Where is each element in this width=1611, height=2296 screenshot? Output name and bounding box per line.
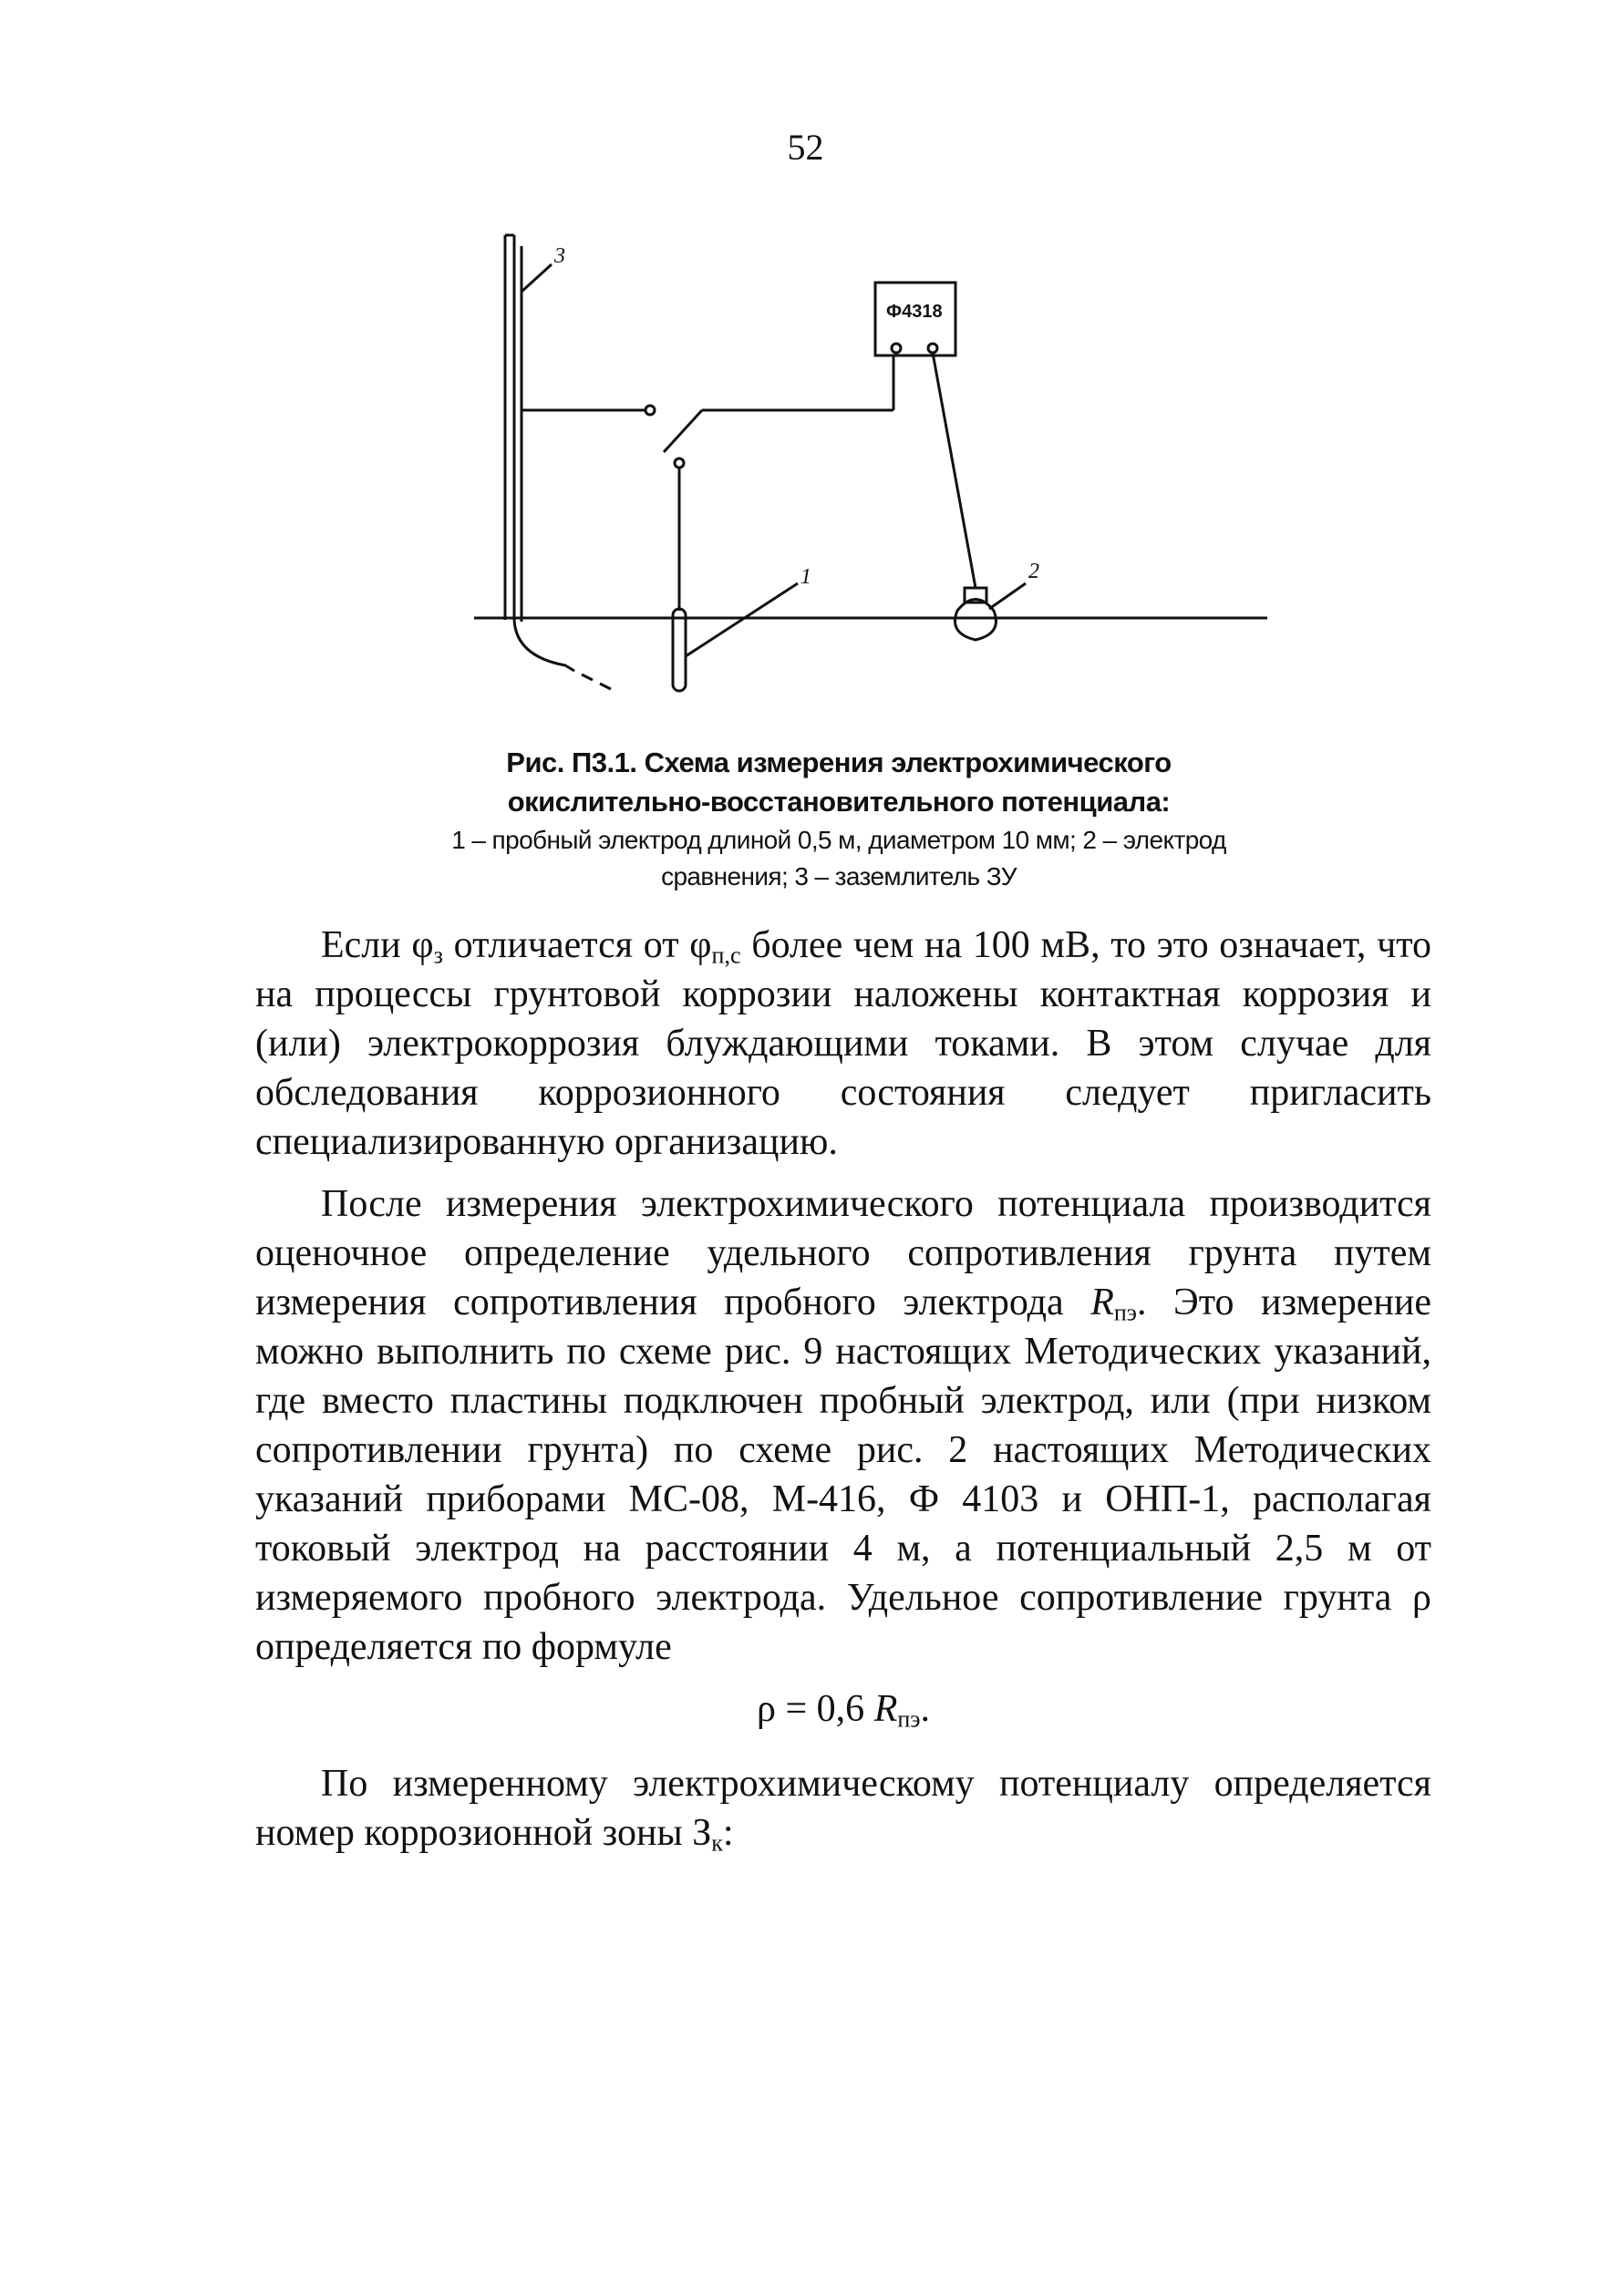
reference-electrode	[955, 600, 997, 641]
measurement-diagram	[465, 228, 1286, 702]
label-1-leader	[686, 583, 798, 656]
switch-blade	[664, 410, 702, 452]
body-text	[255, 921, 1431, 1870]
caption-legend-line2: сравнения; 3 – заземлитель ЗУ	[661, 862, 1017, 891]
figure-caption	[429, 743, 1249, 894]
switch-contact	[645, 406, 655, 415]
caption-title-line1: Рис. П3.1. Схема измерения электрохимического	[506, 746, 1172, 778]
label-2-leader	[989, 583, 1026, 609]
label-3: 3	[554, 244, 565, 268]
label-1: 1	[800, 565, 811, 589]
page-number: 52	[787, 127, 824, 168]
paragraph-2: После измерения электрохимического потенциала производится оценочное определение удельного сопротивления грунта путем измерения сопротивления пробного электрода $R_{пэ}$. Это измерение можно выполнить по схеме рис. 9 настоящих Методических указаний, где вместо пластины подключен пробный электрод, или (при низком сопротивлении грунта) по схеме рис. 2 настоящих Методических указаний приборами МС-08, М-416, Ф 4103 и ОНП-1, располагая токовый электрод на расстоянии 4 м, а потенциальный 2,5 м от измеряемого пробного электрода. Удельное сопротивление грунта ρ определяется по формуле	[255, 1183, 1431, 1668]
probe-top-contact	[675, 458, 684, 468]
meter-label: Ф4318	[886, 302, 943, 322]
label-3-leader	[522, 264, 552, 292]
meter-terminal-right	[928, 344, 937, 353]
wire-to-reference	[933, 353, 976, 588]
probe-electrode	[673, 609, 686, 691]
caption-legend-line1: 1 – пробный электрод длиной 0,5 м, диаметром 10 мм; 2 – электрод	[451, 826, 1226, 854]
caption-title-line2: окислительно-восстановительного потенциала:	[507, 786, 1171, 818]
paragraph-1: Если $\varphi_з$ отличается от $\varphi_{п,с}$ более чем на 100 мВ, то это означает, что на процессы грунтовой коррозии наложены контактная коррозия и (или) электрокоррозия блуждающими токами. В этом случае для обследования коррозионного состояния следует пригласить специализированную организацию.	[255, 924, 1431, 1163]
paragraph-3: По измеренному электрохимическому потенциалу определяется номер коррозионной зоны $З_к$:	[255, 1763, 1431, 1857]
meter-terminal-left	[892, 344, 901, 353]
buried-curve	[514, 620, 574, 671]
formula: ρ = 0,6 $R_{пэ}$.	[757, 1688, 930, 1733]
label-2: 2	[1028, 560, 1039, 583]
